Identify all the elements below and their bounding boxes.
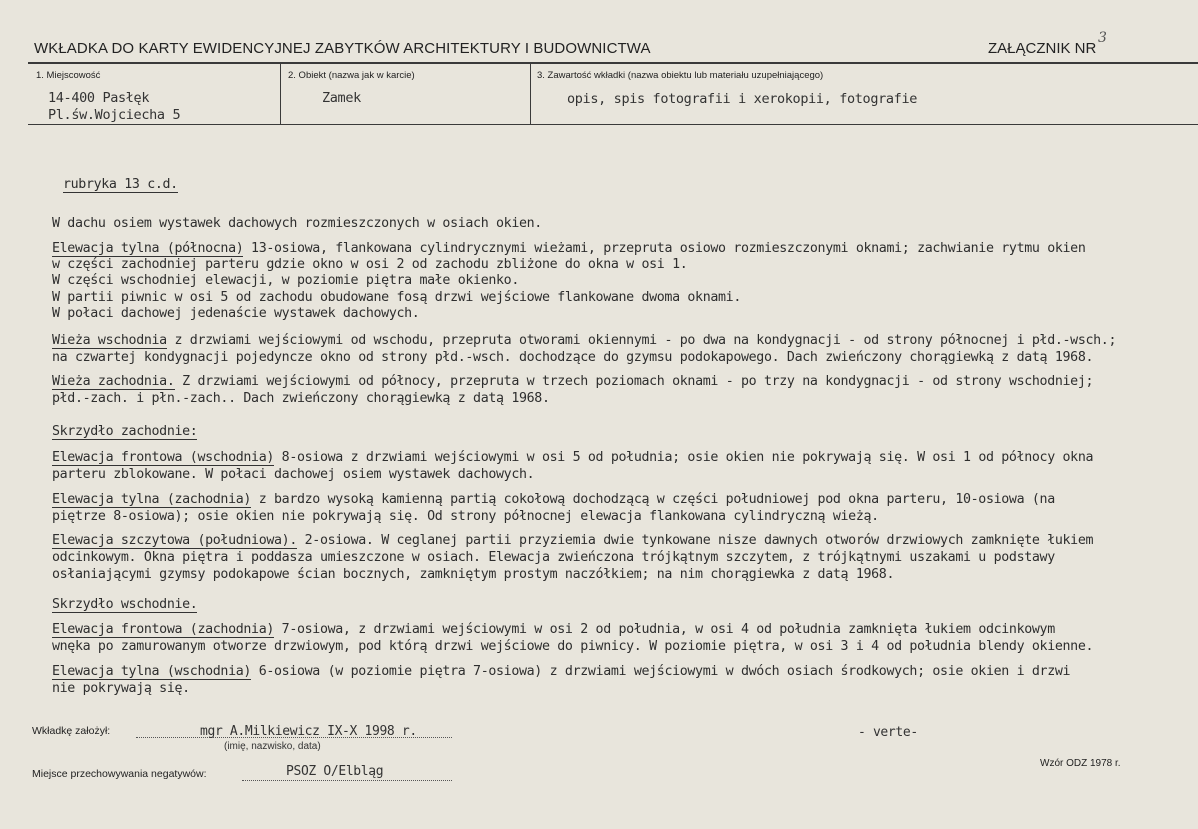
negatywy-value: PSOZ O/Elbląg xyxy=(286,764,384,779)
form-title: WKŁADKA DO KARTY EWIDENCYJNEJ ZABYTKÓW ARCHITEKTURY I BUDOWNICTWA xyxy=(34,40,651,57)
attachment-number: 3 xyxy=(1098,30,1107,46)
section-skrzydlo-zachodnie: Skrzydło zachodnie: xyxy=(52,424,198,439)
zalozyl-caption: (imię, nazwisko, data) xyxy=(224,741,321,752)
box-divider-1 xyxy=(280,63,281,124)
paragraph-elewacja-tylna-zach-line1: Elewacja tylna (zachodnia) z bardzo wysoką kamienną partią cokołową dochodzącą w części południowej pod okna parteru, 10-osiowa (na xyxy=(52,492,1055,507)
paragraph-wieza-wschodnia-line1: Wieża wschodnia z drzwiami wejściowymi od wschodu, przepruta otworami okiennymi - po dwa na kondygnacji - od strony północnej i płd.-wsch.; xyxy=(52,333,1117,348)
paragraph-elewacja-frontowa-wsch-line2: parteru zblokowane. W połaci dachowej osiem wystawek dachowych. xyxy=(52,467,535,482)
negatywy-label: Miejsce przechowywania negatywów: xyxy=(32,768,207,780)
form-version: Wzór ODZ 1978 r. xyxy=(1040,758,1121,769)
zalozyl-label: Wkładkę założył: xyxy=(32,725,111,737)
box-zawartosc-label: 3. Zawartość wkładki (nazwa obiektu lub materiału uzupełniającego) xyxy=(537,70,824,81)
paragraph-elewacja-tylna-wsch-line2: nie pokrywają się. xyxy=(52,681,190,696)
header-rule-top xyxy=(28,62,1198,64)
paragraph-elewacja-szczytowa-line2: odcinkowym. Okna piętra i poddasza umieszczone w osiach. Elewacja zwieńczona trójkątnym szczytem, z trójkątnymi uszakami u podstawy xyxy=(52,550,1055,565)
paragraph-wieza-zachodnia-line2: płd.-zach. i płn.-zach.. Dach zwieńczony chorągiewką z datą 1968. xyxy=(52,391,550,406)
box-miejscowosc-line2: Pl.św.Wojciecha 5 xyxy=(48,107,181,123)
attachment-label: ZAŁĄCZNIK NR xyxy=(988,40,1097,57)
box-obiekt-value: Zamek xyxy=(322,90,361,106)
paragraph-elewacja-tylna-line3: W części wschodniej elewacji, w poziomie piętra małe okienko. xyxy=(52,273,519,288)
zalozyl-value: mgr A.Milkiewicz IX-X 1998 r. xyxy=(200,724,417,739)
verte-note: - verte- xyxy=(858,725,918,740)
box-miejscowosc-line1: 14-400 Pasłęk xyxy=(48,90,150,106)
paragraph-wieza-wschodnia-line2: na czwartej kondygnacji pojedyncze okno od strony płd.-wsch. dochodzące do gzymsu podokapowego. Dach zwieńczony chorągiewką z datą 1968. xyxy=(52,350,1094,365)
paragraph-elewacja-tylna-line5: W połaci dachowej jedenaście wystawek dachowych. xyxy=(52,306,420,321)
paragraph-elewacja-frontowa-wsch-line1: Elewacja frontowa (wschodnia) 8-osiowa z drzwiami wejściowymi w osi 5 od południa; osie okien nie pokrywają się. W osi 1 od północy okna xyxy=(52,450,1094,465)
paragraph-elewacja-tylna-line1: Elewacja tylna (północna) 13-osiowa, flankowana cylindrycznymi wieżami, przepruta osiowo rozmieszczonymi oknami; zachwianie rytmu okien xyxy=(52,241,1086,256)
header-rule-bottom xyxy=(28,124,1198,125)
paragraph-elewacja-frontowa-zach-line1: Elewacja frontowa (zachodnia) 7-osiowa, z drzwiami wejściowymi w osi 2 od południa, w osi 4 od południa zamknięta łukiem odcinkowym xyxy=(52,622,1055,637)
rubryka-heading: rubryka 13 c.d. xyxy=(63,177,178,192)
box-divider-2 xyxy=(530,63,531,124)
paragraph-elewacja-szczytowa-line3: osłaniającymi gzymsy podokapowe ścian bocznych, zamkniętym prostym naczółkiem; na nim chorągiewka z datą 1968. xyxy=(52,567,895,582)
box-zawartosc-value: opis, spis fotografii i xerokopii, fotografie xyxy=(567,91,917,107)
paragraph-elewacja-tylna-wsch-line1: Elewacja tylna (wschodnia) 6-osiowa (w poziomie piętra 7-osiowa) z drzwiami wejściowymi w dwóch osiach środkowych; osie okien i drzwi xyxy=(52,664,1071,679)
negatywy-dotted-line xyxy=(242,780,452,781)
section-skrzydlo-wschodnie: Skrzydło wschodnie. xyxy=(52,597,198,612)
box-miejscowosc-label: 1. Miejscowość xyxy=(36,70,101,81)
paragraph-elewacja-tylna-line2: w części zachodniej parteru gdzie okno w osi 2 od zachodu zbliżone do okna w osi 1. xyxy=(52,257,688,272)
paragraph-elewacja-tylna-line4: W partii piwnic w osi 5 od zachodu obudowane fosą drzwi wejściowe flankowane dwoma oknami. xyxy=(52,290,741,305)
paragraph-elewacja-szczytowa-line1: Elewacja szczytowa (południowa). 2-osiowa. W ceglanej partii przyziemia dwie tynkowane nisze dawnych otworów drzwiowych zamknięte łukiem xyxy=(52,533,1094,548)
paragraph-dach: W dachu osiem wystawek dachowych rozmieszczonych w osiach okien. xyxy=(52,216,542,231)
paragraph-elewacja-tylna-zach-line2: piętrze 8-osiowa); osie okien nie pokrywają się. Od strony północnej elewacja flankowana cylindryczną wieżą. xyxy=(52,509,879,524)
paragraph-wieza-zachodnia-line1: Wieża zachodnia. Z drzwiami wejściowymi od północy, przepruta w trzech poziomach oknami - po trzy na kondygnacji - od strony wschodniej; xyxy=(52,374,1094,389)
box-obiekt-label: 2. Obiekt (nazwa jak w karcie) xyxy=(288,70,415,81)
paragraph-elewacja-frontowa-zach-line2: wnęka po zamurowanym otworze drzwiowym, pod którą drzwi wejściowe do piwnicy. W poziomie piętra, w osi 3 i 4 od południa blendy okienne. xyxy=(52,639,1094,654)
